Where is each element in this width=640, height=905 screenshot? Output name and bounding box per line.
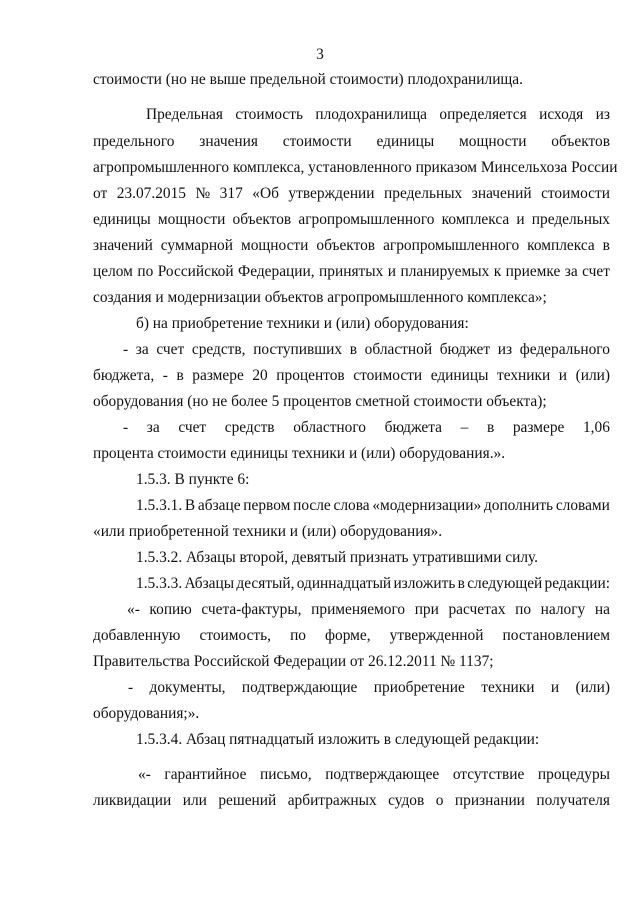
word: 317 xyxy=(219,185,243,202)
word: применяемого xyxy=(311,601,406,618)
word: 23.07.2015 xyxy=(116,185,186,202)
word: мощности xyxy=(459,133,527,150)
text-line xyxy=(136,497,610,515)
word: счет xyxy=(178,419,207,436)
word: мощности xyxy=(157,211,226,228)
text-line: Правительства Российской Федерации от 26.12.2011 № 1137; xyxy=(93,653,494,670)
word: подтверждающее xyxy=(325,766,440,783)
word: № xyxy=(195,185,211,202)
word: в xyxy=(602,237,610,254)
word: в xyxy=(457,575,465,592)
word: редакции: xyxy=(544,575,610,592)
text-line xyxy=(138,766,610,784)
word: единицы xyxy=(376,133,435,150)
word: и xyxy=(387,263,396,280)
word: судов xyxy=(388,792,425,809)
text-line xyxy=(93,627,610,645)
word: одиннадцатый xyxy=(296,575,392,592)
text-line xyxy=(93,211,610,229)
word: размере xyxy=(192,367,244,384)
word: добавленную xyxy=(93,627,181,644)
word: слова xyxy=(333,497,370,514)
word: объектов xyxy=(316,237,376,254)
word: 20 xyxy=(252,367,268,384)
word: и xyxy=(516,211,525,228)
word: объектов xyxy=(551,133,610,150)
word: изложить xyxy=(393,575,456,592)
word: гарантийное xyxy=(164,766,247,783)
word: предельного xyxy=(93,133,175,150)
word: признании xyxy=(454,792,525,809)
word: 1,06 xyxy=(582,419,610,436)
word: к xyxy=(493,263,502,280)
word: значений xyxy=(471,185,532,202)
word: «- xyxy=(138,766,151,783)
word: значения xyxy=(199,133,258,150)
word: после xyxy=(293,497,331,514)
word: поступивших xyxy=(253,341,343,358)
word: стоимости xyxy=(282,133,352,150)
word: из xyxy=(497,341,513,358)
word: абзаце xyxy=(197,497,241,514)
word: - xyxy=(162,367,168,384)
word: - xyxy=(123,419,129,436)
word: за xyxy=(564,263,578,280)
text-line xyxy=(93,237,610,255)
word: постановлением xyxy=(502,627,610,644)
word: агропромышленного xyxy=(298,211,435,228)
word: расчетах xyxy=(448,601,506,618)
word: из xyxy=(595,106,610,123)
word: счет xyxy=(582,263,610,280)
text-line: 1.5.3.2. Абзацы второй, девятый признать утратившими силу. xyxy=(136,549,539,566)
word: предельных xyxy=(384,185,463,202)
word: суммарной xyxy=(160,237,233,254)
word: - xyxy=(123,341,129,358)
word: значений xyxy=(93,237,153,254)
word: единицы xyxy=(93,211,151,228)
word: первом xyxy=(243,497,291,514)
word: подтверждающие xyxy=(241,679,358,696)
word: в xyxy=(349,341,358,358)
word: областной xyxy=(364,341,433,358)
text-line: «или приобретенной техники и (или) оборудования». xyxy=(93,523,443,540)
word: предельных xyxy=(531,211,610,228)
word: дополнить xyxy=(483,497,554,514)
word: 1.5.3.1. xyxy=(136,497,183,514)
word: по xyxy=(290,627,306,644)
word: средств xyxy=(224,419,275,436)
text-line xyxy=(127,601,610,619)
word: – xyxy=(460,419,469,436)
word: приемке xyxy=(505,263,561,280)
text-line: оборудования (но не более 5 процентов сметной стоимости объекта); xyxy=(93,393,547,410)
word: за xyxy=(135,341,149,358)
word: документы, xyxy=(149,679,226,696)
word: техники xyxy=(497,367,551,384)
word: счета-фактуры, xyxy=(201,601,302,618)
word: о xyxy=(435,792,444,809)
text-line xyxy=(128,679,610,697)
word: утверждении xyxy=(288,185,375,202)
text-line: агропромышленного комплекса, установленного приказом Минсельхоза России xyxy=(93,159,618,176)
word: получателя xyxy=(536,792,610,809)
word: в xyxy=(176,367,184,384)
word: - xyxy=(128,679,134,696)
word: (или) xyxy=(575,367,610,384)
word: форме, xyxy=(325,627,371,644)
word: при xyxy=(414,601,439,618)
word: налогу xyxy=(540,601,586,618)
text-line xyxy=(123,419,610,437)
word: или xyxy=(182,792,207,809)
word: размере xyxy=(512,419,565,436)
word: бюджета, xyxy=(93,367,155,384)
word: единицы xyxy=(430,367,489,384)
text-line xyxy=(93,367,610,385)
word: федерального xyxy=(519,341,610,358)
word: стоимость, xyxy=(199,627,272,644)
word: ликвидации xyxy=(93,792,172,809)
word: (или) xyxy=(575,679,610,696)
word: целом xyxy=(93,263,133,280)
text-line xyxy=(93,792,610,810)
word: Российской xyxy=(157,263,234,280)
word: стоимости xyxy=(541,185,610,202)
word: и xyxy=(558,367,568,384)
word: утвержденной xyxy=(389,627,484,644)
word: и xyxy=(550,679,560,696)
text-line: 1.5.3.4. Абзац пятнадцатый изложить в следующей редакции: xyxy=(136,731,540,748)
word: В xyxy=(184,497,196,514)
word: комплекса xyxy=(441,211,510,228)
word: областного xyxy=(293,419,366,436)
word: процентов xyxy=(276,367,345,384)
word: бюджет xyxy=(439,341,491,358)
word: Предельная xyxy=(146,106,223,123)
word: арбитражных xyxy=(287,792,377,809)
text-line: процента стоимости единицы техники и (или) оборудования.». xyxy=(93,445,506,462)
text-line xyxy=(146,106,610,124)
word: «модернизации» xyxy=(372,497,482,514)
page-number: 3 xyxy=(316,46,324,63)
word: стоимость xyxy=(235,106,304,123)
word: на xyxy=(594,601,610,618)
word: приобретение xyxy=(373,679,465,696)
word: 1.5.3.3. xyxy=(136,575,183,592)
word: копию xyxy=(149,601,192,618)
text-line: оборудования;». xyxy=(93,705,200,722)
word: в xyxy=(486,419,495,436)
text-line xyxy=(136,575,610,593)
word: объектов xyxy=(232,211,292,228)
word: счет xyxy=(156,341,185,358)
word: десятый, xyxy=(236,575,295,592)
word: следующей xyxy=(467,575,543,592)
word: Федерации, xyxy=(238,263,315,280)
word: за xyxy=(146,419,160,436)
word: исходя xyxy=(539,106,584,123)
text-line: стоимости (но не выше предельной стоимости) плодохранилища. xyxy=(93,71,523,88)
word: принятых xyxy=(319,263,384,280)
word: от xyxy=(93,185,108,202)
word: «- xyxy=(127,601,140,618)
text-line xyxy=(93,133,610,151)
text-line xyxy=(123,341,610,359)
word: по xyxy=(137,263,154,280)
word: письмо, xyxy=(260,766,312,783)
word: планируемых xyxy=(400,263,490,280)
word: агропромышленного xyxy=(383,237,520,254)
word: средств, xyxy=(191,341,246,358)
word: стоимости xyxy=(353,367,423,384)
word: плодохранилища xyxy=(315,106,427,123)
text-line: 1.5.3. В пункте 6: xyxy=(136,471,250,488)
word: отсутствие xyxy=(452,766,525,783)
word: «Об xyxy=(252,185,279,202)
text-line: б) на приобретение техники и (или) оборудования: xyxy=(136,315,469,332)
word: Абзацы xyxy=(184,575,235,592)
text-line xyxy=(93,263,610,281)
word: комплекса xyxy=(527,237,595,254)
word: определяется xyxy=(439,106,527,123)
text-line: создания и модернизации объектов агропромышленного комплекса»; xyxy=(93,289,547,306)
word: бюджета xyxy=(384,419,442,436)
word: мощности xyxy=(240,237,309,254)
word: по xyxy=(515,601,532,618)
word: решений xyxy=(218,792,277,809)
word: техники xyxy=(481,679,535,696)
word: процедуры xyxy=(537,766,610,783)
text-line xyxy=(93,185,610,203)
word: словами xyxy=(555,497,610,514)
